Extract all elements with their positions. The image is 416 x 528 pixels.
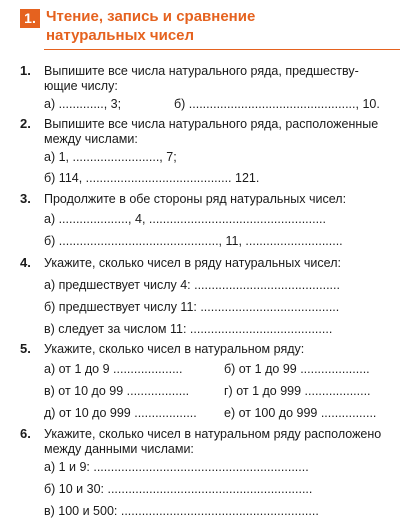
question-line: между числами: — [44, 132, 138, 146]
section-title-line2: натуральных чисел — [46, 27, 195, 44]
task-question — [44, 64, 394, 94]
question-line: Укажите, сколько чисел в натуральном ряду расположено — [44, 427, 382, 441]
answer-c[interactable]: в) от 10 до 99 .................. — [44, 384, 190, 398]
answer-e[interactable]: д) от 10 до 999 .................. — [44, 406, 197, 420]
task-question: Укажите, сколько чисел в натуральном ряду: — [44, 342, 305, 356]
task-number: 6. — [20, 426, 31, 441]
answer-b[interactable]: б) 114, .......................................... 121. — [44, 171, 260, 185]
answer-b[interactable]: б) ................................................, 10. — [174, 97, 380, 111]
answer-a[interactable]: а) от 1 до 9 .................... — [44, 362, 183, 376]
answer-c[interactable]: в) 100 и 500: ......................................................... — [44, 504, 319, 518]
answer-b[interactable]: б) 10 и 30: ........................................................... — [44, 482, 313, 496]
task-number: 1. — [20, 63, 31, 78]
answer-c[interactable]: в) следует за числом 11: ......................................... — [44, 322, 333, 336]
answer-a[interactable]: а) ...................., 4, ................................................... — [44, 212, 327, 226]
question-line: Выпишите все числа натурального ряда, предшеству- — [44, 64, 359, 78]
section-title — [46, 7, 386, 45]
answer-a[interactable]: а) ............., 3; — [44, 97, 122, 111]
task-number: 4. — [20, 255, 31, 270]
answer-a[interactable]: а) предшествует числу 4: .......................................... — [44, 278, 340, 292]
answer-b[interactable]: б) предшествует числу 11: ........................................ — [44, 300, 340, 314]
task-question: Укажите, сколько чисел в ряду натуральных чисел: — [44, 256, 341, 270]
section-title-line1: Чтение, запись и сравнение — [46, 8, 256, 25]
answer-a[interactable]: а) 1, ........................., 7; — [44, 150, 177, 164]
task-question — [44, 427, 394, 457]
section-number-badge: 1. — [20, 9, 40, 28]
task-number: 3. — [20, 191, 31, 206]
question-line: Выпишите все числа натурального ряда, расположенные — [44, 117, 379, 131]
task-question — [44, 117, 394, 147]
answer-d[interactable]: г) от 1 до 999 ................... — [224, 384, 371, 398]
answer-f[interactable]: е) от 100 до 999 ................ — [224, 406, 377, 420]
section-header — [20, 6, 396, 48]
question-line: ющие числу: — [44, 79, 118, 93]
answer-a[interactable]: а) 1 и 9: .............................................................. — [44, 460, 309, 474]
answer-b[interactable]: б) от 1 до 99 .................... — [224, 362, 370, 376]
answer-b[interactable]: б) .............................................., 11, ............................ — [44, 234, 343, 248]
task-number: 2. — [20, 116, 31, 131]
task-question: Продолжите в обе стороны ряд натуральных чисел: — [44, 192, 347, 206]
question-line: между данными числами: — [44, 442, 194, 456]
header-divider — [44, 49, 400, 50]
task-number: 5. — [20, 341, 31, 356]
